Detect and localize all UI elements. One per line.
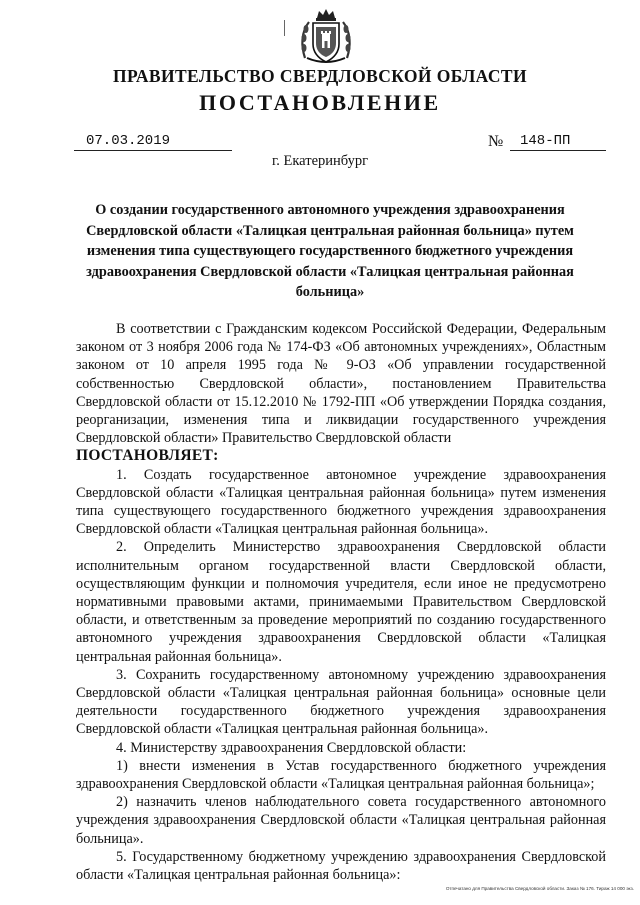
resolves-heading: ПОСТАНОВЛЯЕТ: <box>76 447 219 465</box>
paragraph-4-1: 1) внести изменения в Устав государственного бюджетного учреждения здравоохранения Свердловской области «Талицкая центральная районная больница»; <box>76 757 606 793</box>
date-field <box>74 134 232 151</box>
coat-of-arms-icon <box>299 8 353 66</box>
number-sign: № <box>488 133 504 150</box>
print-footer: Отпечатано для Правительства Свердловской области. Заказ № 176. Тираж 14 000 экз. <box>445 886 634 891</box>
paragraph-4-2: 2) назначить членов наблюдательного совета государственного автономного учреждения здравоохранения Свердловской области «Талицкая центральная районная больница». <box>76 794 606 847</box>
intro-paragraph: В соответствии с Гражданским кодексом Российской Федерации, Федеральным законом от 3 ноября 2006 года № 174-ФЗ «Об автономных учреждениях», Областным законом от 10 апреля 1995 года № 9-ОЗ «Об управлении государственной собственностью Свердловской области», постановлением Правительства Свердловской области от 15.12.2010 № 1792-ПП «Об утверждении Порядка создания, реорганизации, изменения типа и ликвидации государственного учреждения Свердловской области» Правительство Свердловской области <box>76 321 606 447</box>
paragraph-3: 3. Сохранить государственному автономному учреждению здравоохранения Свердловской области «Талицкая центральная районная больница» основные цели деятельности государственного бюджетного учреждения здравоохранения Свердловской области «Талицкая центральная районная больница». <box>76 666 606 738</box>
paragraph-4: 4. Министерству здравоохранения Свердловской области: <box>116 739 467 756</box>
scan-mark <box>284 20 285 36</box>
document-title: О создании государственного автономного учреждения здравоохранения Свердловской области «Талицкая центральная районная больница» путем изменения типа существующего государственного бюджетного учреждения здравоохранения Свердловской области «Талицкая центральная районная больница» <box>86 202 574 300</box>
paragraph-2: 2. Определить Министерство здравоохранения Свердловской области исполнительным органом государственной власти Свердловской области, осуществляющим функции и полномочия учредителя, если иное не предусмотрено нормативными правовыми актами, принимаемыми Правительством Свердловской области, и ответственным за проведение мероприятий по созданию государственного автономного учреждения здравоохранения Свердловской области «Талицкая центральная районная больница». <box>76 539 606 665</box>
paragraph-1: 1. Создать государственное автономное учреждение здравоохранения Свердловской области «Талицкая центральная районная больница» путем изменения типа существующего государственного бюджетного учреждения здравоохранения Свердловской области «Талицкая центральная районная больница». <box>76 466 606 538</box>
document-type: ПОСТАНОВЛЕНИЕ <box>199 90 441 115</box>
government-name: ПРАВИТЕЛЬСТВО СВЕРДЛОВСКОЙ ОБЛАСТИ <box>113 66 527 86</box>
number-field <box>510 134 606 151</box>
date-value: 07.03.2019 <box>86 133 171 149</box>
document-body <box>76 320 606 884</box>
number-value: 148-ПП <box>520 133 571 149</box>
city: г. Екатеринбург <box>271 153 369 169</box>
paragraph-5: 5. Государственному бюджетному учреждению здравоохранения Свердловской области «Талицкая центральная районная больница»: <box>76 848 606 884</box>
